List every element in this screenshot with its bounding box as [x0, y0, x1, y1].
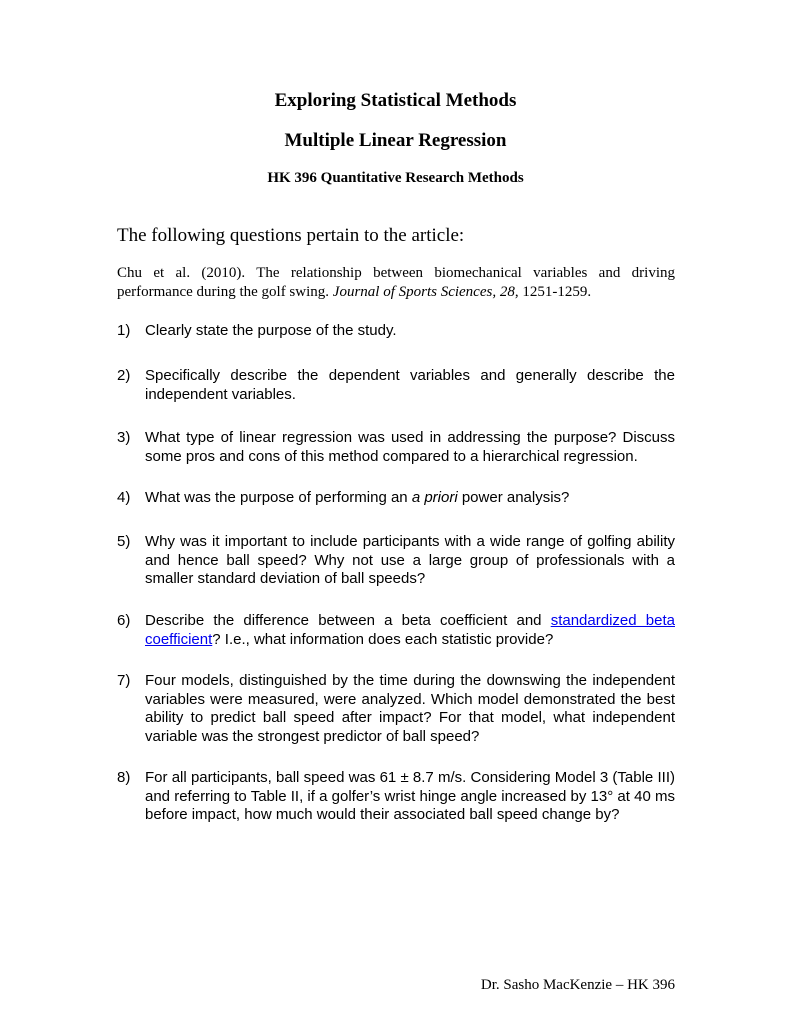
citation-pages: , 1251-1259. [514, 284, 592, 300]
question-8 [117, 769, 675, 825]
question-text: For all participants, ball speed was 61 ± 8.7 m/s. Considering Model 3 (Table III) and referring to Table II, if a golfer’s wrist hinge angle increased by 13° at 40 ms before impact, how much would their associated ball speed change by? [145, 769, 675, 823]
question-1 [117, 322, 675, 341]
question-6 [117, 612, 675, 649]
standardized-beta-link[interactable]: standardized beta coefficient [145, 612, 675, 648]
question-text-part: power analysis? [457, 489, 570, 506]
question-text: Specifically describe the dependent variables and generally describe the independent variables. [145, 367, 675, 403]
question-text: Four models, distinguished by the time during the downswing the independent variables were measured, were analyzed. Which model demonstrated the best ability to predict ball speed after impact? For that model, what independent variable was the strongest predictor of ball speed? [145, 672, 675, 745]
citation-line-2: performance during the golf swing. [117, 284, 330, 300]
question-number: 3) [117, 429, 131, 446]
question-text: Why was it important to include participants with a wide range of golfing ability and hence ball speed? Why not use a large group of professionals with a smaller standard deviation of ball speeds? [145, 533, 675, 587]
question-text: What type of linear regression was used in addressing the purpose? Discuss some pros and cons of this method compared to a hierarchical regression. [145, 429, 675, 465]
question-3 [117, 429, 675, 466]
question-text-part: ? I.e., what information does each statistic provide? [212, 630, 554, 648]
citation-line-1: Chu et al. (2010). The relationship between biomechanical variables and driving [117, 265, 675, 281]
page-subtitle: Multiple Linear Regression [284, 130, 507, 151]
question-text-part: Describe the difference between a beta coefficient and [145, 612, 551, 629]
page-title: Exploring Statistical Methods [274, 90, 517, 111]
question-2 [117, 367, 675, 404]
question-number: 7) [117, 672, 131, 689]
question-text [145, 612, 675, 649]
page-footer: Dr. Sasho MacKenzie – HK 396 [480, 977, 675, 993]
question-text-italic: a priori [411, 489, 458, 506]
question-5 [117, 533, 675, 589]
question-number: 1) [117, 322, 131, 339]
question-4 [117, 489, 675, 508]
question-text-part: What was the purpose of performing an [145, 489, 412, 506]
intro-heading: The following questions pertain to the article: [117, 225, 465, 246]
question-number: 6) [117, 612, 131, 629]
course-name: HK 396 Quantitative Research Methods [267, 170, 524, 186]
article-citation [117, 264, 675, 302]
question-number: 2) [117, 367, 131, 384]
question-number: 4) [117, 489, 131, 506]
question-number: 8) [117, 769, 131, 786]
question-text [145, 489, 675, 508]
question-number: 5) [117, 533, 131, 550]
question-7 [117, 672, 675, 746]
citation-journal: Journal of Sports Sciences, 28 [332, 284, 515, 300]
question-text: Clearly state the purpose of the study. [145, 322, 397, 339]
